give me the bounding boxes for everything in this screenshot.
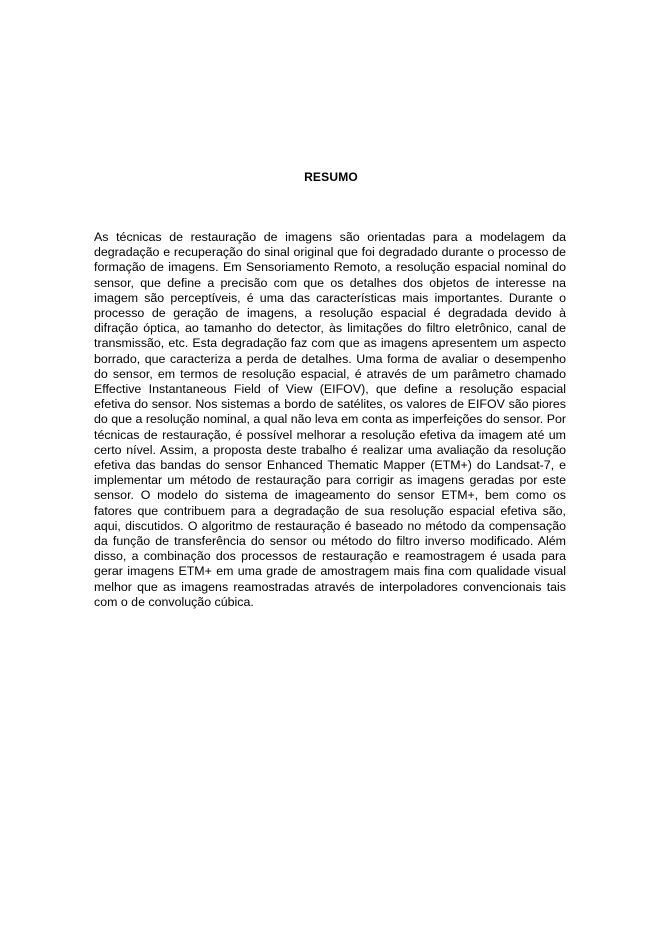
abstract-paragraph: As técnicas de restauração de imagens são orientadas para a modelagem da degradação e recuperação do sinal original que foi degradado durante o processo de formação de imagens. Em Sensoriamento Remoto, a resolução espacial nominal do sensor, que define a precisão com que os detalhes dos objetos de interesse na imagem são perceptíveis, é uma das características mais importantes. Durante o processo de geração de imagens, a resolução espacial é degradada devido à difração óptica, ao tamanho do detector, às limitações do filtro eletrônico, canal de transmissão, etc. Esta degradação faz com que as imagens apresentem um aspecto borrado, que caracteriza a perda de detalhes. Uma forma de avaliar o desempenho do sensor, em termos de resolução espacial, é através de um parâmetro chamado Effective Instantaneous Field of View (EIFOV), que define a resolução espacial efetiva do sensor. Nos sistemas a bordo de satélites, os valores de EIFOV são piores do que a resolução nominal, a qual não leva em conta as imperfeições do sensor. Por técnicas de restauração, é possível melhorar a resolução efetiva da imagem até um certo nível. Assim, a proposta deste trabalho é realizar uma avaliação da resolução efetiva das bandas do sensor Enhanced Thematic Mapper (ETM+) do Landsat-7, e implementar um método de restauração para corrigir as imagens geradas por este sensor. O modelo do sistema de imageamento do sensor ETM+, bem como os fatores que contribuem para a degradação de sua resolução espacial efetiva são, aqui, discutidos. O algoritmo de restauração é baseado no método da compensação da função de transferência do sensor ou método do filtro inverso modificado. Além disso, a combinação dos processos de restauração e reamostragem é usada para gerar imagens ETM+ em uma grade de amostragem mais fina com qualidade visual melhor que as imagens reamostradas através de interpoladores convencionais tais com o de convolução cúbica. (94, 230, 566, 609)
page-title: RESUMO (304, 170, 358, 184)
